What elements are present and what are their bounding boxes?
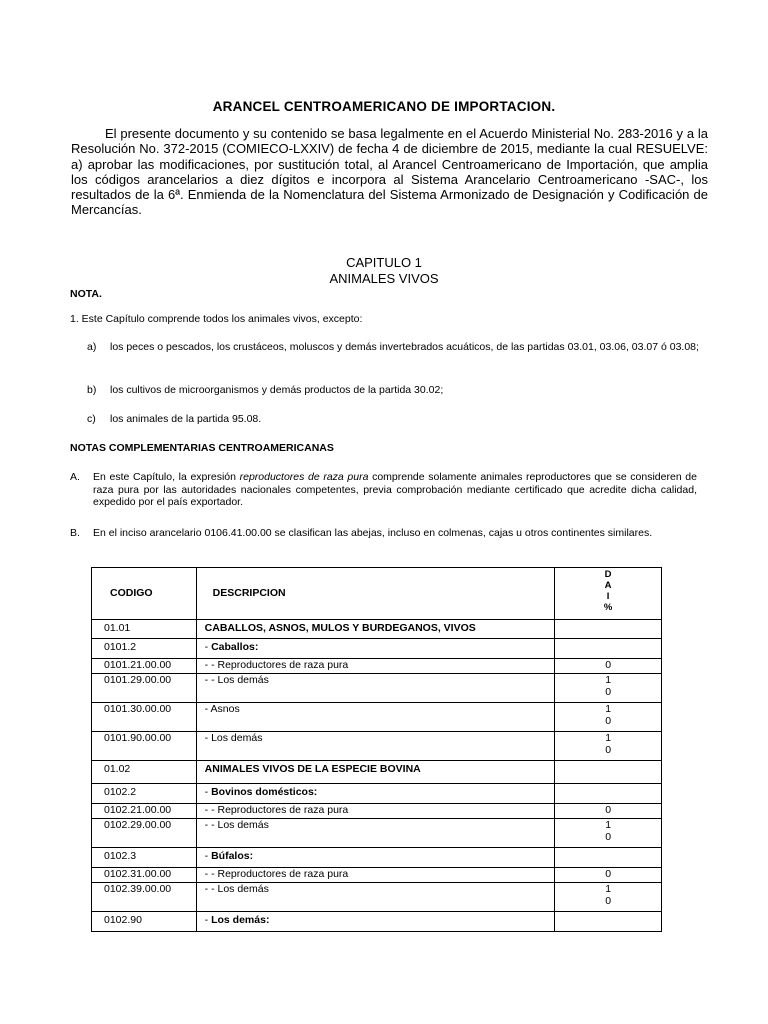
row-description	[196, 732, 555, 761]
row-dai	[555, 784, 662, 804]
table-header-row	[92, 568, 662, 620]
row-dai	[555, 848, 662, 868]
header-dai-letter: I	[606, 591, 610, 602]
nota-item-1: 1. Este Capítulo comprende todos los animales vivos, excepto:	[70, 313, 363, 325]
row-dai-digit: 0	[605, 743, 612, 756]
row-description-text: Bovinos domésticos:	[211, 786, 318, 798]
row-description	[196, 868, 555, 883]
row-description-text: - - Los demás	[204, 819, 269, 831]
row-dai	[555, 883, 662, 912]
table-row	[92, 732, 662, 761]
row-description-text: - - Reproductores de raza pura	[204, 804, 349, 816]
row-dai-digit: 0	[605, 659, 612, 671]
table-row	[92, 848, 662, 868]
row-dai	[555, 819, 662, 848]
row-description-prefix: -	[204, 914, 212, 926]
row-description-text: Los demás:	[211, 914, 270, 926]
row-description	[196, 819, 555, 848]
row-code: 0101.2	[92, 639, 197, 659]
row-dai-digit: 1	[605, 703, 612, 715]
table-row	[92, 804, 662, 819]
row-dai-digit: 1	[605, 674, 612, 686]
row-description-text: ANIMALES VIVOS DE LA ESPECIE BOVINA	[204, 763, 421, 775]
row-description	[196, 659, 555, 674]
note-a-text-end: comprende solamente animales reproductores que se consideren de raza pura por las autoridades nacionales competentes, previa comprobación mediante certificado que acredite dicha calidad, expedido por el país exportador.	[93, 471, 697, 508]
row-code: 0102.90	[92, 912, 197, 932]
row-description-prefix: -	[204, 641, 212, 653]
row-description	[196, 639, 555, 659]
row-description-prefix: -	[204, 850, 212, 862]
row-description	[196, 804, 555, 819]
row-dai	[555, 912, 662, 932]
nota-heading: NOTA.	[70, 288, 102, 300]
row-dai-digit: 0	[605, 868, 612, 880]
row-dai-digit: 1	[605, 883, 612, 895]
row-description-text: - - Reproductores de raza pura	[204, 868, 349, 880]
table-row	[92, 868, 662, 883]
row-code: 0102.29.00.00	[92, 819, 197, 848]
intro-paragraph: El presente documento y su contenido se basa legalmente en el Acuerdo Ministerial No. 283-2016 y a la Resolución No. 372-2015 (COMIECO-LXXIV) de fecha 4 de diciembre de 2015, mediante la cual RESUELVE: a) aprobar las modificaciones, por sustitución total, al Arancel Centroamericano de Importación, que amplia los códigos arancelarios a diez dígitos e incorpora al Sistema Arancelario Centroamericano -SAC-, los resultados de la 6ª. Enmienda de la Nomenclatura del Sistema Armonizado de Designación y Codificación de Mercancías.	[71, 126, 708, 218]
row-description-text: Caballos:	[211, 641, 259, 653]
table-row	[92, 674, 662, 703]
row-description	[196, 848, 555, 868]
row-description-text: - Los demás	[204, 732, 263, 744]
tariff-table	[91, 567, 662, 932]
row-code: 0101.29.00.00	[92, 674, 197, 703]
row-dai	[555, 620, 662, 639]
header-dai	[555, 568, 662, 620]
nota-subitem-text: los animales de la partida 95.08.	[110, 413, 262, 425]
row-dai-digit: 0	[605, 714, 612, 727]
row-description	[196, 620, 555, 639]
chapter-number: CAPITULO 1	[346, 255, 422, 270]
row-code: 0102.21.00.00	[92, 804, 197, 819]
nota-subitem-text: los cultivos de microorganismos y demás productos de la partida 30.02;	[110, 384, 444, 396]
table-row	[92, 761, 662, 784]
header-description: DESCRIPCION	[196, 568, 555, 620]
note-b-letter: B.	[70, 527, 80, 539]
row-description-text: - - Los demás	[204, 883, 269, 895]
table-row	[92, 883, 662, 912]
row-description-text: - - Los demás	[204, 674, 269, 686]
header-code: CODIGO	[92, 568, 197, 620]
row-dai-digit: 0	[605, 685, 612, 698]
row-code: 0101.90.00.00	[92, 732, 197, 761]
row-description	[196, 912, 555, 932]
row-description-text: - Asnos	[204, 703, 240, 715]
row-description	[196, 761, 555, 784]
row-dai-digit: 0	[605, 894, 612, 907]
row-description-prefix: -	[204, 786, 212, 798]
table-row	[92, 639, 662, 659]
table-row	[92, 620, 662, 639]
row-description-text: - - Reproductores de raza pura	[204, 659, 349, 671]
complementarias-heading: NOTAS COMPLEMENTARIAS CENTROAMERICANAS	[70, 442, 334, 454]
note-a-letter: A.	[70, 471, 80, 483]
row-code: 0101.21.00.00	[92, 659, 197, 674]
row-code: 0101.30.00.00	[92, 703, 197, 732]
row-code: 0102.2	[92, 784, 197, 804]
row-dai	[555, 674, 662, 703]
row-code: 0102.3	[92, 848, 197, 868]
nota-subitem-letter: c)	[87, 413, 96, 425]
row-code: 0102.39.00.00	[92, 883, 197, 912]
note-a-text	[93, 471, 697, 509]
header-dai-letter: D	[604, 569, 612, 580]
table-row	[92, 912, 662, 932]
row-dai	[555, 732, 662, 761]
nota-subitem-letter: b)	[87, 384, 97, 396]
row-dai	[555, 761, 662, 784]
row-description	[196, 883, 555, 912]
document-title: ARANCEL CENTROAMERICANO DE IMPORTACION.	[212, 99, 556, 114]
nota-subitem-letter: a)	[87, 341, 97, 353]
table-row	[92, 784, 662, 804]
row-code: 0102.31.00.00	[92, 868, 197, 883]
note-b-text: En el inciso arancelario 0106.41.00.00 se clasifican las abejas, incluso en colmenas, cajas u otros continentes similares.	[93, 527, 653, 539]
row-description	[196, 784, 555, 804]
row-dai	[555, 659, 662, 674]
nota-subitem-text: los peces o pescados, los crustáceos, moluscos y demás invertebrados acuáticos, de las partidas 03.01, 03.06, 03.07 ó 03.08;	[110, 341, 699, 353]
row-dai	[555, 868, 662, 883]
table-row	[92, 659, 662, 674]
note-a-text-start: En este Capítulo, la expresión	[93, 471, 240, 483]
table-row	[92, 819, 662, 848]
row-dai-digit: 1	[605, 819, 612, 831]
row-code: 01.02	[92, 761, 197, 784]
row-description	[196, 703, 555, 732]
chapter-title: ANIMALES VIVOS	[329, 271, 439, 286]
row-description	[196, 674, 555, 703]
row-dai-digit: 0	[605, 804, 612, 816]
header-dai-letter: A	[604, 580, 612, 591]
row-dai-digit: 0	[605, 830, 612, 843]
row-dai	[555, 639, 662, 659]
note-a-term: reproductores de raza pura	[239, 471, 369, 483]
row-code: 01.01	[92, 620, 197, 639]
table-row	[92, 703, 662, 732]
row-dai	[555, 804, 662, 819]
row-description-text: CABALLOS, ASNOS, MULOS Y BURDEGANOS, VIVOS	[204, 622, 476, 634]
header-dai-letter: %	[603, 602, 613, 613]
row-dai-digit: 1	[605, 732, 612, 744]
row-dai	[555, 703, 662, 732]
row-description-text: Búfalos:	[211, 850, 254, 862]
